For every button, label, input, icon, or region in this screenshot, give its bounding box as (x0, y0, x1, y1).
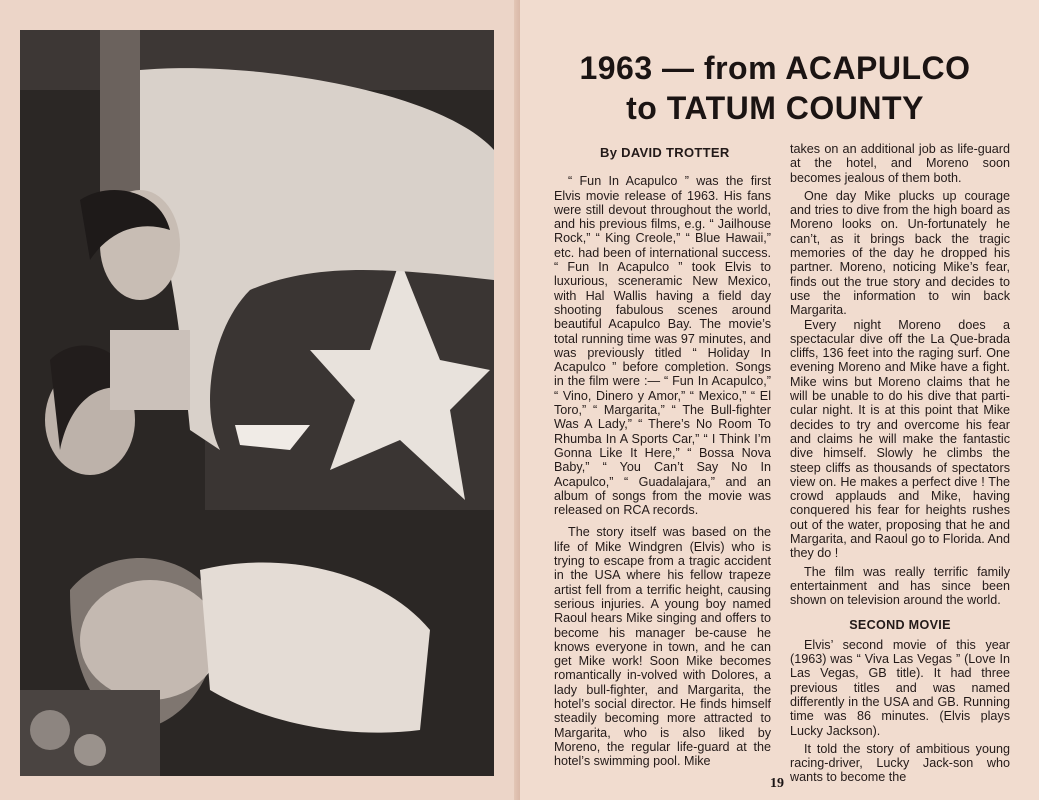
article-column-2 (790, 142, 1010, 785)
paragraph: Every night Moreno does a spectacular dive off the La Que-brada cliffs, 136 feet into the raging surf. One evening Moreno and Mike have a fight. Mike wins but Moreno claims that he will be unable to do his dive that parti-cular night. It is at this point that Mike decides to try and overcome his fear and claims he will make the fantastic dive himself. Slowly he climbs the steep cliffs as thousands of spectators view on. He makes a perfect dive ! The crowd applauds and Mike, having conquered his fear for heights rushes out of the water, proposing that he and Margarita, and Raoul go to Florida. And they do ! (790, 317, 1010, 561)
title-line-2: to TATUM COUNTY (626, 90, 924, 126)
photo-illustration (20, 30, 494, 776)
paragraph: takes on an additional job as life-guard at the hotel, and Moreno soon becomes jealous of them both. (790, 142, 1010, 185)
byline: By DAVID TROTTER (600, 145, 730, 160)
paragraph: The story itself was based on the life of Mike Windgren (Elvis) who is trying to escape from a tragic accident in the USA where his fellow trapeze artist fell from a terrific height, causing serious injuries. A young boy named Raoul hears Mike singing and offers to become his manager be-cause he knows everyone in town, and he can get Mike work! Soon Mike becomes romantically in-volved with Dolores, a lady bull-fighter, and Margarita, the hotel’s social director. He finds himself steadily becoming more attracted to Margarita, who is also liked by Moreno, the regular life-guard at the hotel’s swimming pool. Mike (554, 525, 771, 769)
paragraph: The film was really terrific family entertainment and has since been shown on television around the world. (790, 564, 1010, 608)
article-title (540, 48, 1010, 128)
page-number: 19 (770, 776, 784, 791)
paragraph: It told the story of ambitious young racing-driver, Lucky Jack-son who wants to become the (790, 741, 1010, 785)
article-column-1 (554, 146, 771, 768)
film-still-photo (20, 30, 494, 776)
title-line-1: 1963 — from ACAPULCO (579, 50, 971, 86)
paragraph: Elvis’ second movie of this year (1963) was “ Viva Las Vegas ” (Love In Las Vegas, GB title). It had three previous titles and was named differently in the USA and GB. Running time was 86 minutes. (Elvis plays Lucky Jackson). (790, 637, 1010, 738)
section-subhead: SECOND MOVIE (849, 617, 951, 632)
paragraph: One day Mike plucks up courage and tries to dive from the high board as Moreno looks on. Un-fortunately he can’t, as it brings back the tragic memories of the day he dropped his partner. Moreno, noticing Mike’s fear, finds out the true story and decides to use the information to win back Margarita. (790, 188, 1010, 318)
paragraph: “ Fun In Acapulco ” was the first Elvis movie release of 1963. His fans were still devout throughout the world, and his previous films, e.g. “ Jailhouse Rock,” “ King Creole,” “ Blue Hawaii,” etc. had been of international success. “ Fun In Acapulco ” took Elvis to luxurious, sceneramic New Mexico, with Hal Wallis having a field day shooting fabulous scenes around beautiful Acapulco Bay. The movie’s total running time was 97 minutes, and was previously titled “ Holiday In Acapulco ” before completion. Songs in the film were :— “ Fun In Acapulco,” “ Vino, Dinero y Amor,” “ Mexico,” “ El Toro,” “ Margarita,” “ The Bull-fighter Was A Lady,” “ There’s No Room To Rhumba In A Sports Car,” “ I Think I’m Gonna Like It Here,” “ Bossa Nova Baby,” “ You Can’t Say No In Acapulco,” “ Guadalajara,” and an album of songs from the movie was released on RCA records. (554, 174, 771, 518)
